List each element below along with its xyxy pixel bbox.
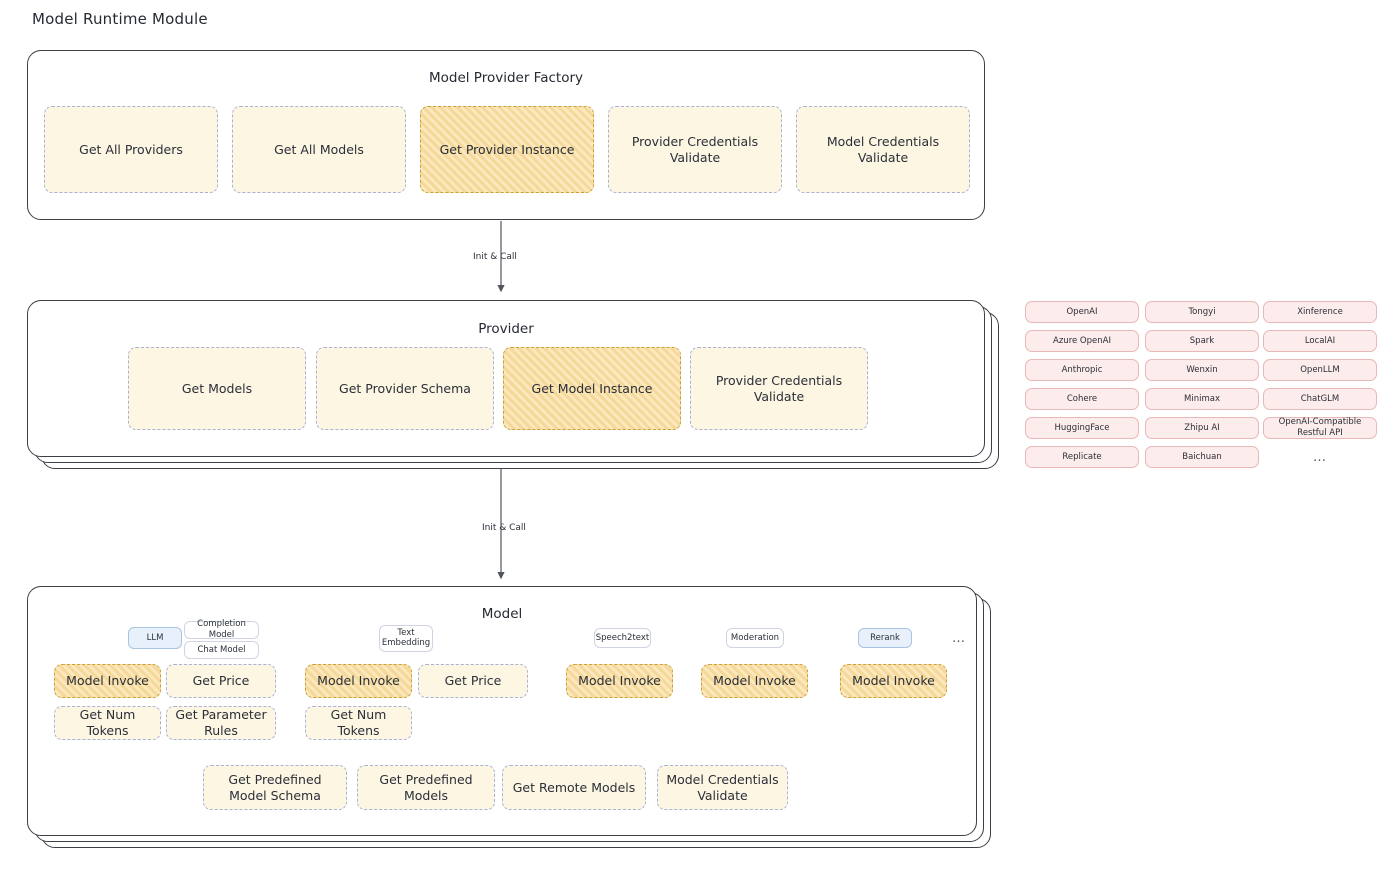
provider-chip-azure-openai[interactable] bbox=[1025, 330, 1139, 352]
model-node-get-predefined-models[interactable] bbox=[357, 765, 495, 810]
model-type-chat-model[interactable] bbox=[184, 641, 259, 659]
model-type-label: Moderation bbox=[730, 632, 780, 643]
provider-chip-label: Xinference bbox=[1297, 306, 1343, 317]
model-type-moderation[interactable] bbox=[726, 628, 784, 648]
factory-node-label: Get Provider Instance bbox=[439, 141, 575, 157]
moderation-node-model-invoke[interactable] bbox=[701, 664, 808, 698]
provider-title: Provider bbox=[478, 321, 534, 337]
model-type-completion-model[interactable] bbox=[184, 621, 259, 639]
node-label: Get Predefined Model Schema bbox=[228, 771, 322, 803]
node-label: Get Remote Models bbox=[512, 779, 636, 795]
provider-chip-label: OpenAI-Compatible Restful API bbox=[1278, 417, 1362, 438]
model-node-get-remote-models[interactable] bbox=[502, 765, 646, 810]
factory-node-label: Get All Models bbox=[274, 141, 364, 157]
provider-node-get-models[interactable] bbox=[128, 347, 306, 430]
provider-chip-label: Minimax bbox=[1184, 393, 1220, 404]
provider-chip-openllm[interactable] bbox=[1263, 359, 1377, 381]
provider-node-label: Provider Credentials Validate bbox=[715, 372, 843, 404]
provider-chip-label: Tongyi bbox=[1188, 306, 1216, 317]
model-type-label: Rerank bbox=[870, 632, 900, 643]
model-types-more: … bbox=[952, 631, 965, 646]
model-type-speech2text[interactable] bbox=[594, 628, 651, 648]
page-title: Model Runtime Module bbox=[32, 10, 208, 28]
provider-chip-tongyi[interactable] bbox=[1145, 301, 1259, 323]
providers-list-more: … bbox=[1313, 450, 1326, 465]
node-label: Model Invoke bbox=[713, 673, 796, 689]
provider-chip-anthropic[interactable] bbox=[1025, 359, 1139, 381]
provider-chip-xinference[interactable] bbox=[1263, 301, 1377, 323]
provider-chip-label: Azure OpenAI bbox=[1053, 335, 1111, 346]
provider-chip-label: Cohere bbox=[1066, 393, 1098, 404]
speech2text-node-model-invoke[interactable] bbox=[566, 664, 673, 698]
provider-chip-label: Spark bbox=[1189, 335, 1215, 346]
model-type-text-embedding[interactable] bbox=[379, 625, 433, 652]
provider-chip-label: Baichuan bbox=[1182, 451, 1222, 462]
node-label: Model Invoke bbox=[317, 673, 400, 689]
arrow-label-provider-to-model: Init & Call bbox=[482, 523, 526, 533]
provider-chip-baichuan[interactable] bbox=[1145, 446, 1259, 468]
model-node-model-credentials-validate[interactable] bbox=[657, 765, 788, 810]
provider-chip-label: OpenAI bbox=[1066, 306, 1098, 317]
model-type-label: Completion Model bbox=[197, 619, 246, 640]
embedding-node-get-price[interactable] bbox=[418, 664, 528, 698]
provider-chip-label: Anthropic bbox=[1061, 364, 1103, 375]
node-label: Get Num Tokens bbox=[79, 707, 136, 738]
model-type-label: Chat Model bbox=[197, 644, 246, 655]
model-provider-factory-title: Model Provider Factory bbox=[428, 70, 583, 86]
provider-chip-label: Wenxin bbox=[1186, 364, 1218, 375]
provider-chip-spark[interactable] bbox=[1145, 330, 1259, 352]
provider-chip-zhipuai[interactable] bbox=[1145, 417, 1259, 439]
llm-node-get-price[interactable] bbox=[166, 664, 276, 698]
provider-chip-replicate[interactable] bbox=[1025, 446, 1139, 468]
provider-chip-openai-compatible[interactable] bbox=[1263, 417, 1377, 439]
node-label: Model Invoke bbox=[578, 673, 661, 689]
provider-chip-chatglm[interactable] bbox=[1263, 388, 1377, 410]
model-title: Model bbox=[481, 606, 523, 622]
factory-node-get-all-providers[interactable] bbox=[44, 106, 218, 193]
llm-node-model-invoke[interactable] bbox=[54, 664, 161, 698]
provider-chip-label: ChatGLM bbox=[1300, 393, 1340, 404]
embedding-node-model-invoke[interactable] bbox=[305, 664, 412, 698]
factory-node-label: Model Credentials Validate bbox=[826, 133, 940, 165]
factory-node-get-all-models[interactable] bbox=[232, 106, 406, 193]
node-label: Model Invoke bbox=[66, 673, 149, 689]
provider-chip-minimax[interactable] bbox=[1145, 388, 1259, 410]
node-label: Model Credentials Validate bbox=[666, 771, 779, 803]
factory-node-label: Get All Providers bbox=[79, 141, 183, 157]
factory-node-provider-credentials-validate[interactable] bbox=[608, 106, 782, 193]
node-label: Get Num Tokens bbox=[330, 707, 387, 738]
factory-node-model-credentials-validate[interactable] bbox=[796, 106, 970, 193]
provider-node-get-model-instance[interactable] bbox=[503, 347, 681, 430]
provider-chip-wenxin[interactable] bbox=[1145, 359, 1259, 381]
model-type-label: Text Embedding bbox=[381, 628, 431, 648]
model-type-label: Speech2text bbox=[595, 632, 650, 643]
node-label: Get Price bbox=[444, 673, 502, 689]
provider-chip-openai[interactable] bbox=[1025, 301, 1139, 323]
provider-chip-huggingface[interactable] bbox=[1025, 417, 1139, 439]
arrow-label-factory-to-provider: Init & Call bbox=[473, 252, 517, 262]
node-label: Model Invoke bbox=[852, 673, 935, 689]
provider-chip-localai[interactable] bbox=[1263, 330, 1377, 352]
model-type-rerank[interactable] bbox=[858, 628, 912, 648]
factory-node-get-provider-instance[interactable] bbox=[420, 106, 594, 193]
provider-node-label: Get Provider Schema bbox=[339, 380, 471, 396]
model-node-get-predefined-model-schema[interactable] bbox=[203, 765, 347, 810]
node-label: Get Predefined Models bbox=[379, 771, 473, 803]
node-label: Get Price bbox=[192, 673, 250, 689]
factory-node-label: Provider Credentials Validate bbox=[631, 133, 759, 165]
provider-node-label: Get Models bbox=[181, 380, 253, 396]
provider-node-label: Get Model Instance bbox=[531, 380, 653, 396]
model-type-llm[interactable] bbox=[128, 627, 182, 649]
model-type-label: LLM bbox=[146, 632, 164, 643]
rerank-node-model-invoke[interactable] bbox=[840, 664, 947, 698]
embedding-node-get-num-tokens[interactable] bbox=[305, 706, 412, 740]
llm-node-get-num-tokens[interactable] bbox=[54, 706, 161, 740]
provider-chip-label: OpenLLM bbox=[1300, 364, 1340, 375]
provider-chip-label: Zhipu AI bbox=[1184, 422, 1220, 433]
provider-chip-label: HuggingFace bbox=[1054, 422, 1110, 433]
node-label: Get Parameter Rules bbox=[175, 707, 267, 738]
provider-node-provider-credentials-validate[interactable] bbox=[690, 347, 868, 430]
llm-node-get-parameter-rules[interactable] bbox=[166, 706, 276, 740]
provider-node-get-provider-schema[interactable] bbox=[316, 347, 494, 430]
provider-chip-cohere[interactable] bbox=[1025, 388, 1139, 410]
provider-chip-label: Replicate bbox=[1062, 451, 1102, 462]
provider-chip-label: LocalAI bbox=[1304, 335, 1336, 346]
